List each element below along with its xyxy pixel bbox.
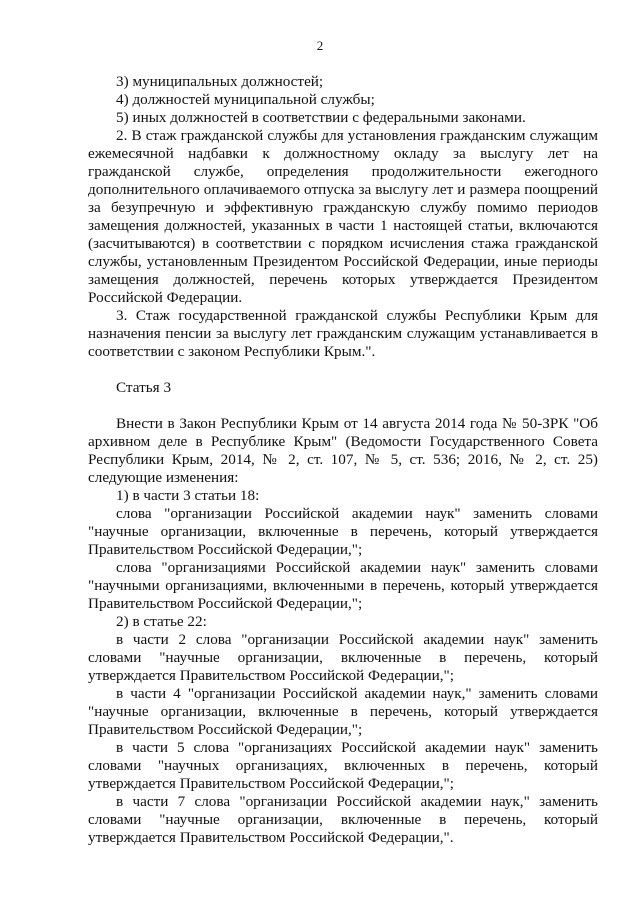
list-item-municipal-service: 4) должностей муниципальной службы;: [116, 91, 375, 108]
page-number: 2: [316, 38, 324, 53]
amendment-item: в части 2 слова "организации Российской академии наук" заменить словами "научные организации, включенные в перечень, который утверждается Правительством Российской Федерации,";: [88, 631, 598, 684]
amendment-item: в части 7 слова "организации Российской академии наук," заменить словами "научные организации, включенные в перечень, который утверждается Правительством Российской Федерации,".: [88, 793, 598, 846]
amendment-item: 2) в статье 22:: [116, 613, 207, 630]
amendment-item: 1) в части 3 статьи 18:: [116, 487, 260, 504]
amendment-item: слова "организациями Российской академии наук" заменить словами "научными организациями, включенными в перечень, который утверждается Правительством Российской Федерации,";: [88, 559, 598, 612]
article-intro: Внести в Закон Республики Крым от 14 августа 2014 года № 50-ЗРК "Об архивном деле в Республике Крым" (Ведомости Государственного Совета Республики Крым, 2014, № 2, ст. 107, № 5, ст. 536; 2016, № 2, ст. 25) следующие изменения:: [88, 415, 598, 486]
amendment-item: слова "организации Российской академии наук" заменить словами "научные организации, включенные в перечень, который утверждается Правительством Российской Федерации,";: [88, 505, 598, 558]
amendment-item: в части 5 слова "организациях Российской академии наук" заменить словами "научных организациях, включенных в перечень, который утверждается Правительством Российской Федерации,";: [88, 739, 598, 792]
article-heading: Статья 3: [116, 379, 172, 396]
amendment-item: в части 4 "организации Российской академии наук," заменить словами "научные организации, включенные в перечень, который утверждается Правительством Российской Федерации,";: [88, 685, 598, 738]
list-item-other-positions: 5) иных должностей в соответствии с федеральными законами.: [116, 109, 526, 126]
paragraph-part-2: 2. В стаж гражданской службы для установления гражданским служащим ежемесячной надбавки к должностному окладу за выслугу лет на гражданской службе, определения продолжительности ежегодного дополнительного оплачиваемого отпуска за выслугу лет и размера поощрений за безупречную и эффективную гражданскую службу помимо периодов замещения должностей, указанных в части 1 настоящей статьи, включаются (засчитываются) в соответствии с порядком исчисления стажа гражданской службы, установленным Президентом Российской Федерации, иные периоды замещения должностей, перечень которых утверждается Президентом Российской Федерации.: [88, 127, 598, 306]
paragraph-part-3: 3. Стаж государственной гражданской службы Республики Крым для назначения пенсии за выслугу лет гражданским служащим устанавливается в соответствии с законом Республики Крым.".: [88, 307, 598, 360]
document-body: [88, 73, 598, 847]
list-item-municipal-positions: 3) муниципальных должностей;: [116, 73, 324, 90]
